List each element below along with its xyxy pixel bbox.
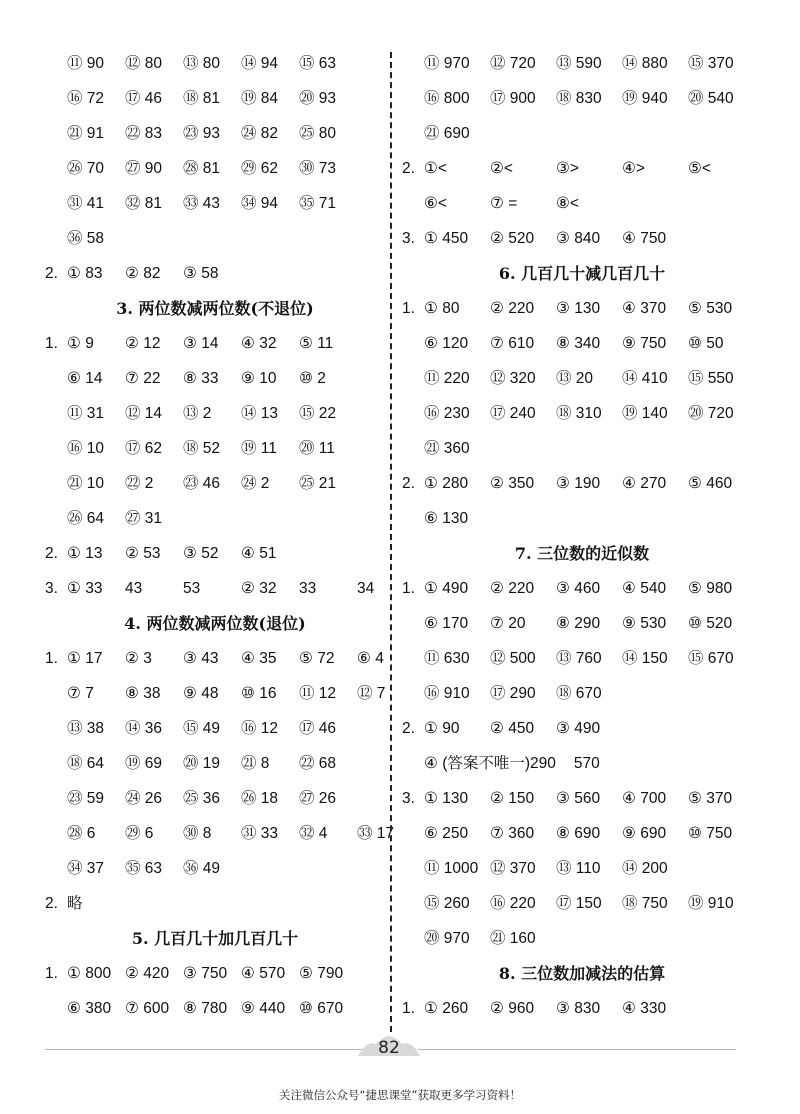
answer-item: ① 260	[424, 1000, 469, 1017]
answer-item: ㉟ 63	[125, 860, 163, 877]
answer-item: ⑮ 63	[299, 55, 337, 72]
answer-item: ② 3	[125, 650, 152, 667]
answer-item: ⑭ 200	[622, 860, 668, 877]
answer-item: ㉖ 70	[67, 160, 105, 177]
answer-item: ③ 750	[183, 965, 228, 982]
answer-item: ② 53	[125, 545, 161, 562]
answer-item: ⑳ 11	[299, 440, 335, 457]
answer-item: ⑤ 460	[688, 475, 733, 492]
answer-item: ⑨ 10	[241, 370, 277, 387]
answer-row	[402, 439, 490, 459]
answer-item: ⑧ 780	[183, 1000, 228, 1017]
answer-item: ⑧<	[556, 195, 579, 212]
answer-item: ⑬ 80	[183, 55, 221, 72]
answer-item: ① 80	[424, 300, 460, 317]
answer-item: ⑲ 940	[622, 90, 668, 107]
answer-item: ⑯ 800	[424, 90, 470, 107]
question-number: 3.	[402, 790, 415, 807]
answer-item: ② 350	[490, 475, 535, 492]
answer-item: ⑤<	[688, 160, 711, 177]
answer-item: ④ 32	[241, 335, 277, 352]
answer-item: ⑪ 12	[299, 685, 337, 702]
answer-row	[45, 579, 415, 599]
answer-row	[402, 509, 490, 529]
answer-item: ㉗ 90	[125, 160, 163, 177]
answer-item: ⑲ 84	[241, 90, 279, 107]
column-divider	[390, 52, 392, 1032]
answer-item: ⑫ 80	[125, 55, 163, 72]
section-heading: 6. 几百几十减几百几十	[498, 264, 666, 283]
answer-row	[45, 824, 415, 844]
answer-item: ⑩ 2	[299, 370, 326, 387]
answer-item: ⑬ 760	[556, 650, 602, 667]
answer-row	[45, 54, 357, 74]
answer-row	[45, 999, 357, 1019]
question-number: 1.	[402, 580, 415, 597]
answer-item: ⑫ 14	[125, 405, 163, 422]
answer-item: ⑯ 12	[241, 720, 279, 737]
answer-item: ㉝ 17	[357, 825, 395, 842]
answer-item: ㉕ 80	[299, 125, 337, 142]
answer-row	[402, 859, 688, 879]
answer-item: ② 450	[490, 720, 535, 737]
answer-item: ㉚ 8	[183, 825, 212, 842]
answer-item: ④ 370	[622, 300, 667, 317]
question-number: 2.	[402, 720, 415, 737]
answer-item: ⑫ 320	[490, 370, 536, 387]
answer-row	[45, 894, 125, 914]
footer-rule-left	[45, 1049, 365, 1050]
question-number: 1.	[402, 1000, 415, 1017]
answer-row	[402, 369, 754, 389]
answer-item: ⑥ 4	[357, 650, 384, 667]
answer-item: ⑱ 52	[183, 440, 221, 457]
footer-rule-right	[418, 1049, 736, 1050]
answer-item: ⑮ 670	[688, 650, 734, 667]
answer-item: ③ 460	[556, 580, 601, 597]
answer-item: ⑦ 610	[490, 335, 535, 352]
answer-item: 34	[357, 580, 375, 597]
answer-row	[402, 719, 622, 739]
answer-item: ⑬ 20	[556, 370, 594, 387]
answer-item: ⑦ 20	[490, 615, 526, 632]
answer-row	[45, 719, 357, 739]
answer-item: ⑧ 290	[556, 615, 601, 632]
answer-item: ⑲ 140	[622, 405, 668, 422]
answer-item: ㉗ 31	[125, 510, 163, 527]
answer-row	[45, 229, 125, 249]
answer-item: ㉓ 46	[183, 475, 221, 492]
answer-item: ④ 540	[622, 580, 667, 597]
answer-item: ⑭ 94	[241, 55, 279, 72]
answer-item: 33	[299, 580, 317, 597]
answer-item: ⑯ 220	[490, 895, 536, 912]
answer-item: ② 82	[125, 265, 161, 282]
answer-item: ⑪ 31	[67, 405, 105, 422]
answer-item: ㉖ 18	[241, 790, 279, 807]
answer-item: ⑫ 370	[490, 860, 536, 877]
answer-item: ⑮ 370	[688, 55, 734, 72]
question-number: 2.	[45, 265, 58, 282]
answer-row	[45, 474, 357, 494]
answer-item: ⑰ 290	[490, 685, 536, 702]
answer-item: 43	[125, 580, 143, 597]
answer-row	[45, 964, 357, 984]
answer-item: ③ 14	[183, 335, 219, 352]
answer-item: ⑳ 970	[424, 930, 470, 947]
answer-item: ① 83	[67, 265, 103, 282]
answer-row	[402, 229, 688, 249]
answer-item: ② 520	[490, 230, 535, 247]
answer-item: ㉙ 6	[125, 825, 154, 842]
section-heading: 8. 三位数加减法的估算	[498, 964, 666, 983]
answer-item: ① 90	[424, 720, 460, 737]
answer-item: ㊱ 58	[67, 230, 105, 247]
answer-item: ② 960	[490, 1000, 535, 1017]
answer-item: ⑭ 880	[622, 55, 668, 72]
answer-item: ⑬ 38	[67, 720, 105, 737]
answer-item: ㉑ 160	[490, 930, 536, 947]
answer-row	[402, 929, 556, 949]
answer-item: ⑫ 7	[357, 685, 386, 702]
answer-item: ③ 58	[183, 265, 219, 282]
answer-item: ㉕ 21	[299, 475, 337, 492]
answer-item: ⑮ 550	[688, 370, 734, 387]
question-number: 1.	[45, 335, 58, 352]
answer-item: ⑪ 90	[67, 55, 105, 72]
answer-item: ⑩ 670	[299, 1000, 344, 1017]
answer-item: ⑬ 110	[556, 860, 601, 877]
question-number: 2.	[402, 475, 415, 492]
answer-row	[45, 89, 357, 109]
answer-row	[402, 54, 754, 74]
answer-item: 略	[67, 895, 83, 912]
answer-item: ㉔ 26	[125, 790, 163, 807]
answer-item: ④>	[622, 160, 645, 177]
answer-item: ⑱ 670	[556, 685, 602, 702]
answer-item: ③ 130	[556, 300, 601, 317]
answer-item: ⑪ 1000	[424, 860, 479, 877]
answer-row	[402, 194, 622, 214]
answer-item: ⑭ 410	[622, 370, 668, 387]
answer-item: ⑯ 10	[67, 440, 105, 457]
answer-item: ③ 840	[556, 230, 601, 247]
question-number: 2.	[45, 545, 58, 562]
answer-item: ②<	[490, 160, 513, 177]
answer-item: ⑥ 380	[67, 1000, 112, 1017]
answer-item: ⑪ 970	[424, 55, 470, 72]
answer-row	[45, 649, 415, 669]
answer-item: ⑪ 220	[424, 370, 470, 387]
answer-item: ⑥ 120	[424, 335, 469, 352]
answer-item: ⑳ 93	[299, 90, 337, 107]
answer-item: ⑩ 50	[688, 335, 724, 352]
answer-item: ⑳ 540	[688, 90, 734, 107]
answer-item: ④ 700	[622, 790, 667, 807]
answer-item: ㉑ 10	[67, 475, 105, 492]
answer-item: ⑩ 520	[688, 615, 733, 632]
answer-item: ① 9	[67, 335, 94, 352]
answer-item: ⑰ 900	[490, 90, 536, 107]
answer-item: ⑨ 440	[241, 1000, 286, 1017]
section-heading: 4. 两位数减两位数(退位)	[124, 614, 306, 633]
answer-item: ㉞ 94	[241, 195, 279, 212]
footer-note: 关注微信公众号“捷思课堂”获取更多学习资料！	[279, 1088, 521, 1102]
answer-item: ④ (答案不唯一)290	[424, 755, 556, 772]
question-number: 1.	[45, 965, 58, 982]
answer-item: ⑦ 600	[125, 1000, 170, 1017]
answer-item: ⑩ 750	[688, 825, 733, 842]
answer-item: ① 130	[424, 790, 469, 807]
answer-item: ㉛ 33	[241, 825, 279, 842]
answer-item: ⑧ 38	[125, 685, 161, 702]
answer-row	[45, 124, 357, 144]
answer-item: ⑧ 340	[556, 335, 601, 352]
question-number: 2.	[402, 160, 415, 177]
answer-item: ㉟ 71	[299, 195, 337, 212]
answer-item: ⑱ 750	[622, 895, 668, 912]
answer-item: ㉓ 93	[183, 125, 221, 142]
answer-item: ② 420	[125, 965, 170, 982]
answer-item: ㉘ 81	[183, 160, 221, 177]
answer-item: ④ 51	[241, 545, 277, 562]
answer-item: ⑥ 130	[424, 510, 469, 527]
question-number: 3.	[45, 580, 58, 597]
answer-row	[402, 789, 754, 809]
answer-item: ㉓ 59	[67, 790, 105, 807]
answer-item: ⑤ 530	[688, 300, 733, 317]
answer-item: ① 17	[67, 650, 103, 667]
answer-item: ⑱ 64	[67, 755, 105, 772]
answer-item: ⑱ 830	[556, 90, 602, 107]
answer-item: ⑲ 910	[688, 895, 734, 912]
answer-item: ⑤ 370	[688, 790, 733, 807]
answer-row	[402, 824, 754, 844]
answer-row	[45, 509, 183, 529]
section-heading: 5. 几百几十加几百几十	[131, 929, 299, 948]
answer-item: ㊱ 49	[183, 860, 221, 877]
answer-item: ③ 190	[556, 475, 601, 492]
answer-item: ⑦ =	[490, 195, 518, 212]
answer-item: ⑤ 790	[299, 965, 344, 982]
answer-item: ⑩ 16	[241, 685, 277, 702]
answer-item: ㉑ 690	[424, 125, 470, 142]
answer-item: ① 13	[67, 545, 103, 562]
answer-item: ⑥<	[424, 195, 447, 212]
question-number: 1.	[402, 300, 415, 317]
answer-item: ⑭ 13	[241, 405, 279, 422]
answer-item: ⑭ 36	[125, 720, 163, 737]
answer-item: ⑨ 750	[622, 335, 667, 352]
answer-item: ⑰ 240	[490, 405, 536, 422]
answer-item: ⑭ 150	[622, 650, 668, 667]
answer-item: ① 800	[67, 965, 112, 982]
answer-item: ③ 43	[183, 650, 219, 667]
answer-item: ① 33	[67, 580, 103, 597]
answer-item: ⑬ 590	[556, 55, 602, 72]
page-number-badge	[356, 1034, 422, 1064]
answer-row	[402, 89, 754, 109]
answer-item: ⑦ 22	[125, 370, 161, 387]
answer-item: ⑥ 250	[424, 825, 469, 842]
answer-item: ㉗ 26	[299, 790, 337, 807]
answer-item: ④ 570	[241, 965, 286, 982]
answer-item: ④ 270	[622, 475, 667, 492]
answer-item: ⑪ 630	[424, 650, 470, 667]
answer-item: ⑰ 150	[556, 895, 602, 912]
answer-item: ㉔ 82	[241, 125, 279, 142]
answer-item: ⑦ 360	[490, 825, 535, 842]
answer-item: ㉜ 4	[299, 825, 328, 842]
answer-row	[402, 124, 490, 144]
answer-item: ② 220	[490, 300, 535, 317]
answer-item: ㉑ 360	[424, 440, 470, 457]
answer-row	[402, 159, 754, 179]
answer-item: ㉒ 2	[125, 475, 154, 492]
answer-row	[45, 789, 357, 809]
answer-item: ⑮ 260	[424, 895, 470, 912]
answer-item: 570	[573, 755, 600, 772]
answer-row	[402, 579, 754, 599]
answer-item: ⑰ 62	[125, 440, 163, 457]
answer-row	[45, 369, 357, 389]
answer-row	[45, 684, 415, 704]
answer-row	[402, 649, 754, 669]
answer-row	[45, 264, 241, 284]
answer-item: ④ 330	[622, 1000, 667, 1017]
answer-item: ㉒ 68	[299, 755, 337, 772]
answer-item: ⑤ 980	[688, 580, 733, 597]
answer-item: ⑤ 72	[299, 650, 335, 667]
answer-item: 53	[183, 580, 201, 597]
answer-item: ④ 35	[241, 650, 277, 667]
answer-item: ③ 490	[556, 720, 601, 737]
question-number: 2.	[45, 895, 58, 912]
answer-item: ⑨ 690	[622, 825, 667, 842]
answer-item: ① 450	[424, 230, 469, 247]
answer-row	[45, 544, 299, 564]
answer-item: ② 32	[241, 580, 277, 597]
answer-item: ⑫ 500	[490, 650, 536, 667]
section-heading: 7. 三位数的近似数	[514, 544, 650, 563]
answer-item: ③>	[556, 160, 579, 177]
answer-item: ㉚ 73	[299, 160, 337, 177]
answer-item: ⑲ 69	[125, 755, 163, 772]
answer-item: ①<	[424, 160, 447, 177]
answer-row	[402, 894, 754, 914]
answer-item: ㉖ 64	[67, 510, 105, 527]
answer-item: ⑤ 11	[299, 335, 334, 352]
answer-item: ④ 750	[622, 230, 667, 247]
answer-row	[45, 194, 357, 214]
answer-item: ① 490	[424, 580, 469, 597]
answer-item: ⑮ 22	[299, 405, 337, 422]
answer-item: ⑰ 46	[125, 90, 163, 107]
question-number: 1.	[45, 650, 58, 667]
answer-item: ② 220	[490, 580, 535, 597]
answer-row	[402, 754, 640, 774]
answer-item: ㉕ 36	[183, 790, 221, 807]
answer-item: ⑱ 310	[556, 405, 602, 422]
answer-row	[402, 404, 754, 424]
answer-row	[402, 474, 754, 494]
answer-item: ㉜ 81	[125, 195, 163, 212]
answer-item: ㉞ 37	[67, 860, 105, 877]
answer-item: ⑨ 530	[622, 615, 667, 632]
answer-item: ⑯ 910	[424, 685, 470, 702]
answer-row	[402, 614, 754, 634]
answer-item: ㉘ 6	[67, 825, 96, 842]
answer-item: ⑫ 720	[490, 55, 536, 72]
question-number: 3.	[402, 230, 415, 247]
answer-item: ⑳ 720	[688, 405, 734, 422]
answer-item: ⑨ 48	[183, 685, 219, 702]
answer-item: ㉔ 2	[241, 475, 270, 492]
section-heading: 3. 两位数减两位数(不退位)	[116, 299, 314, 318]
answer-row	[45, 334, 357, 354]
answer-row	[45, 859, 241, 879]
answer-item: ⑱ 81	[183, 90, 221, 107]
answer-row	[45, 404, 357, 424]
answer-item: ⑳ 19	[183, 755, 221, 772]
answer-item: ㉑ 8	[241, 755, 270, 772]
answer-item: ③ 560	[556, 790, 601, 807]
answer-item: ⑬ 2	[183, 405, 212, 422]
answer-item: ① 280	[424, 475, 469, 492]
answer-row	[402, 999, 688, 1019]
answer-row	[45, 754, 357, 774]
answer-row	[402, 684, 622, 704]
answer-row	[402, 334, 754, 354]
answer-item: ⑲ 11	[241, 440, 277, 457]
answer-item: ③ 52	[183, 545, 219, 562]
answer-row	[402, 299, 754, 319]
answer-item: ㉑ 91	[67, 125, 105, 142]
answer-item: ⑧ 690	[556, 825, 601, 842]
answer-item: ⑯ 230	[424, 405, 470, 422]
answer-item: ⑯ 72	[67, 90, 105, 107]
answer-row	[45, 159, 357, 179]
answer-row	[45, 439, 357, 459]
answer-item: ⑰ 46	[299, 720, 337, 737]
answer-item: ⑥ 170	[424, 615, 469, 632]
answer-item: ㉛ 41	[67, 195, 105, 212]
answer-item: ⑦ 7	[67, 685, 94, 702]
answer-item: ② 12	[125, 335, 161, 352]
page-number: 82	[378, 1038, 400, 1058]
answer-item: ㉙ 62	[241, 160, 279, 177]
answer-item: ㉒ 83	[125, 125, 163, 142]
answer-item: ㉝ 43	[183, 195, 221, 212]
answer-item: ② 150	[490, 790, 535, 807]
answer-item: ⑮ 49	[183, 720, 221, 737]
answer-item: ⑧ 33	[183, 370, 219, 387]
answer-item: ③ 830	[556, 1000, 601, 1017]
answer-item: ⑥ 14	[67, 370, 103, 387]
